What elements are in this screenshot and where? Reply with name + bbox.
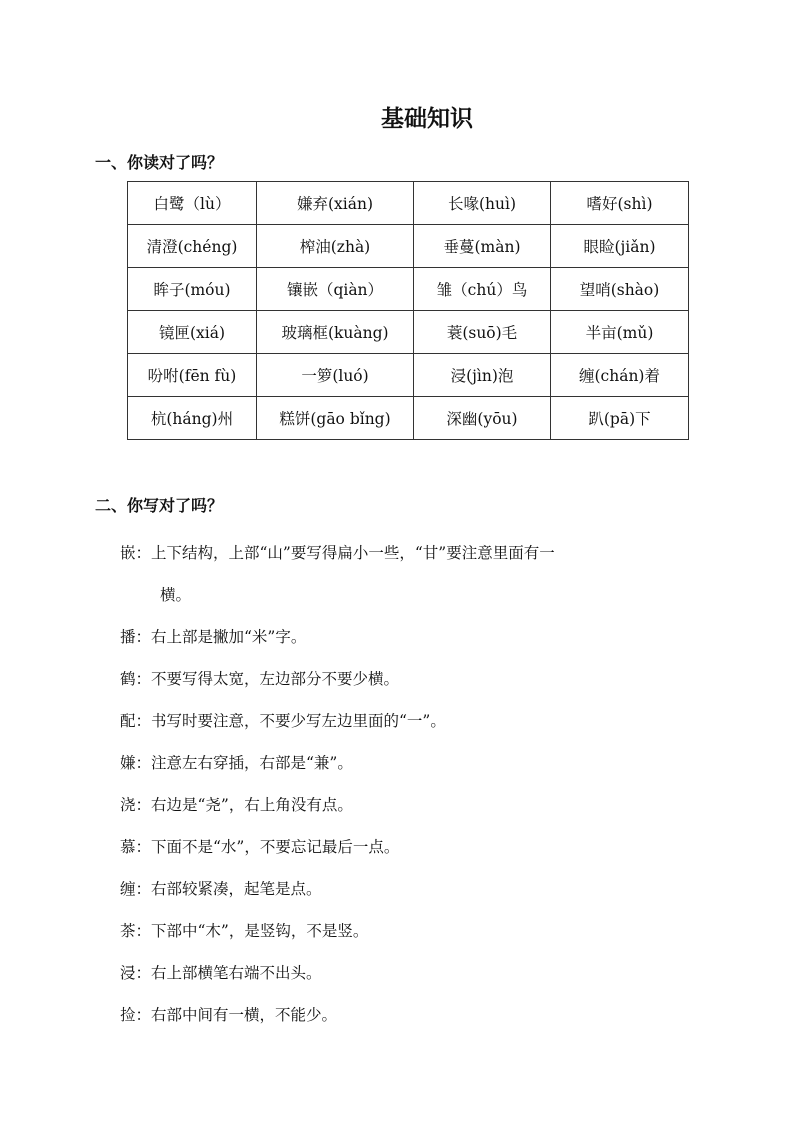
table-cell: 趴(pā)下 <box>551 397 689 440</box>
list-item <box>120 826 690 868</box>
pronunciation-table <box>127 181 689 440</box>
table-cell: 浸(jìn)泡 <box>414 354 551 397</box>
page-title: 基础知识 <box>381 105 473 132</box>
note-text: 茶：下部中“木”，是竖钩，不是竖。 <box>120 922 369 940</box>
note-text: 嫌：注意左右穿插，右部是“兼”。 <box>120 754 353 772</box>
list-item <box>120 994 690 1036</box>
table-cell: 垂蔓(màn) <box>414 225 551 268</box>
list-item <box>120 658 690 700</box>
list-item <box>120 784 690 826</box>
table-cell: 糕饼(gāo bǐng) <box>257 397 414 440</box>
note-text: 慕：下面不是“水”，不要忘记最后一点。 <box>120 838 400 856</box>
table-row <box>128 182 689 225</box>
table-cell: 吩咐(fēn fù) <box>128 354 257 397</box>
table-row <box>128 225 689 268</box>
table-cell: 镶嵌（qiàn） <box>257 268 414 311</box>
section-heading-reading: 一、你读对了吗？ <box>95 153 224 172</box>
note-text: 浸：右上部横笔右端不出头。 <box>120 964 322 982</box>
note-text: 嵌：上下结构，上部“山”要写得扁小一些，“甘”要注意里面有一 <box>120 544 555 562</box>
note-text: 捡：右部中间有一横，不能少。 <box>120 1006 338 1024</box>
table-cell: 深幽(yōu) <box>414 397 551 440</box>
list-item <box>120 952 690 994</box>
list-item <box>120 868 690 910</box>
section-heading-writing: 二、你写对了吗？ <box>95 496 224 515</box>
list-item <box>120 616 690 658</box>
note-text: 配：书写时要注意，不要少写左边里面的“一”。 <box>120 712 446 730</box>
table-cell: 白鹭（lù） <box>128 182 257 225</box>
table-cell: 杭(háng)州 <box>128 397 257 440</box>
table-row <box>128 268 689 311</box>
table-cell: 眸子(móu) <box>128 268 257 311</box>
table-row <box>128 397 689 440</box>
list-item <box>120 532 690 616</box>
table-row <box>128 311 689 354</box>
table-cell: 嗜好(shì) <box>551 182 689 225</box>
note-continuation: 横。 <box>160 586 192 604</box>
table-cell: 嫌弃(xián) <box>257 182 414 225</box>
table-cell: 雏（chú）鸟 <box>414 268 551 311</box>
table-cell: 镜匣(xiá) <box>128 311 257 354</box>
table-cell: 长喙(huì) <box>414 182 551 225</box>
table-cell: 眼睑(jiǎn) <box>551 225 689 268</box>
table-cell: 清澄(chéng) <box>128 225 257 268</box>
writing-notes-list <box>120 532 690 1036</box>
note-text: 鹤：不要写得太宽，左边部分不要少横。 <box>120 670 400 688</box>
list-item <box>120 700 690 742</box>
table-cell: 缠(chán)着 <box>551 354 689 397</box>
note-text: 缠：右部较紧凑，起笔是点。 <box>120 880 322 898</box>
table-cell: 玻璃框(kuàng) <box>257 311 414 354</box>
list-item <box>120 910 690 952</box>
table-cell: 望哨(shào) <box>551 268 689 311</box>
table-cell: 一箩(luó) <box>257 354 414 397</box>
list-item <box>120 742 690 784</box>
table-cell: 蓑(suō)毛 <box>414 311 551 354</box>
table-cell: 榨油(zhà) <box>257 225 414 268</box>
note-text: 浇：右边是“尧”，右上角没有点。 <box>120 796 353 814</box>
table-row <box>128 354 689 397</box>
note-text: 播：右上部是撇加“米”字。 <box>120 628 307 646</box>
table-cell: 半亩(mǔ) <box>551 311 689 354</box>
